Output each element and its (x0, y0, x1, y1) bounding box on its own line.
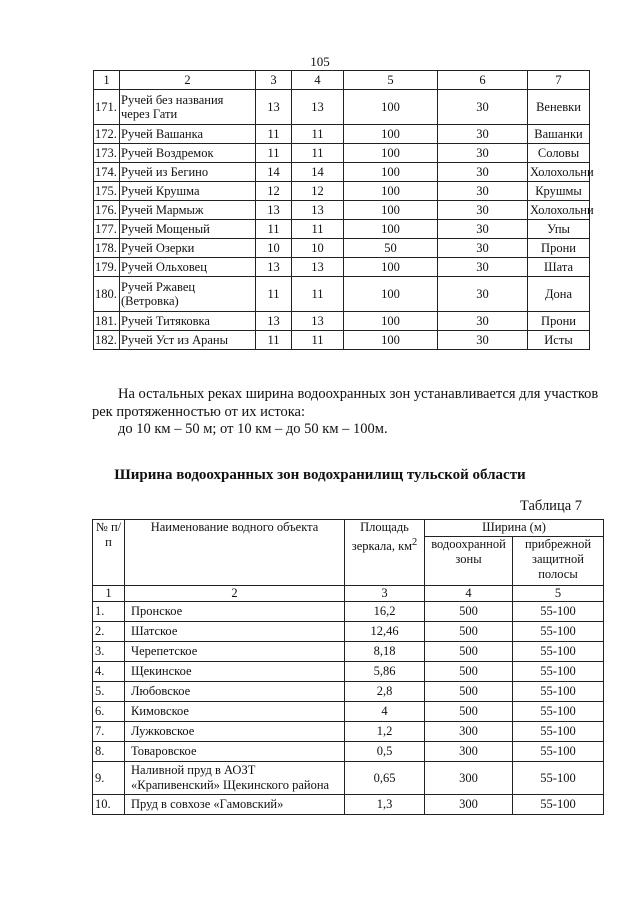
table-row (94, 182, 590, 201)
table-cell: 11 (292, 220, 344, 239)
table-cell: 30 (438, 220, 528, 239)
table-row (93, 662, 604, 682)
table-cell: 7. (93, 722, 125, 742)
table-cell: 30 (438, 144, 528, 163)
table-cell: Ручей без названия через Гати (120, 90, 256, 125)
table-cell: 12,46 (345, 622, 425, 642)
table-row (94, 312, 590, 331)
table-cell: 55-100 (513, 602, 604, 622)
table-row (94, 90, 590, 125)
table-cell: 100 (344, 220, 438, 239)
table-row (94, 258, 590, 277)
table-cell: 0,5 (345, 742, 425, 762)
table-cell: 2,8 (345, 682, 425, 702)
table-cell: 500 (425, 602, 513, 622)
table-cell: Соловы (528, 144, 590, 163)
table-cell: Прони (528, 312, 590, 331)
table-cell: 100 (344, 277, 438, 312)
table-row (93, 602, 604, 622)
table-cell: Ручей Мощеный (120, 220, 256, 239)
table-cell: 100 (344, 182, 438, 201)
table-cell: 100 (344, 90, 438, 125)
table-cell: Холохольни (528, 201, 590, 220)
table-cell: 176. (94, 201, 120, 220)
table-cell: 30 (438, 277, 528, 312)
table-cell: 100 (344, 163, 438, 182)
table-cell: 100 (344, 258, 438, 277)
table-cell: 30 (438, 201, 528, 220)
table-cell: 500 (425, 642, 513, 662)
table-cell: 11 (256, 144, 292, 163)
table-cell: 11 (292, 125, 344, 144)
table-cell: 30 (438, 239, 528, 258)
table-row (93, 622, 604, 642)
table-row (93, 795, 604, 815)
table-cell: Вашанки (528, 125, 590, 144)
table-cell: 16,2 (345, 602, 425, 622)
table-cell: Ручей Воздремок (120, 144, 256, 163)
table-cell: Наливной пруд в АОЗТ «Крапивенский» Щекинского района (125, 762, 345, 795)
col-number: 2 (125, 586, 345, 602)
table-cell: Ручей Уст из Араны (120, 331, 256, 350)
table-cell: 13 (292, 258, 344, 277)
table-row (94, 220, 590, 239)
table-cell: 30 (438, 258, 528, 277)
table-cell: 9. (93, 762, 125, 795)
table-cell: 500 (425, 662, 513, 682)
table-cell: 174. (94, 163, 120, 182)
table-row (94, 125, 590, 144)
table-cell: 11 (256, 220, 292, 239)
table-cell: 172. (94, 125, 120, 144)
table-cell: 10 (256, 239, 292, 258)
table-cell: 30 (438, 331, 528, 350)
table-cell: Щекинское (125, 662, 345, 682)
table-cell: 13 (256, 312, 292, 331)
table-cell: 14 (292, 163, 344, 182)
table-cell: Веневки (528, 90, 590, 125)
table-cell: 8,18 (345, 642, 425, 662)
table-cell: Ручей Ржавец (Ветровка) (120, 277, 256, 312)
table-cell: 11 (292, 277, 344, 312)
table-cell: 100 (344, 201, 438, 220)
col-header: 2 (120, 71, 256, 90)
table-cell: 0,65 (345, 762, 425, 795)
table-cell: 55-100 (513, 762, 604, 795)
table-cell: 30 (438, 182, 528, 201)
table-cell: 171. (94, 90, 120, 125)
page-number: 105 (310, 54, 330, 69)
table-row (94, 277, 590, 312)
header-name: Наименование водного объекта (125, 520, 345, 586)
table-cell: 30 (438, 125, 528, 144)
col-number: 1 (93, 586, 125, 602)
col-header: 7 (528, 71, 590, 90)
header-area-text: Площадь зеркала, км (351, 520, 413, 554)
col-header: 5 (344, 71, 438, 90)
table-cell: 55-100 (513, 702, 604, 722)
table-cell: 11 (256, 277, 292, 312)
table-cell: 180. (94, 277, 120, 312)
section-title: Ширина водоохранных зон водохранилищ тульской области (114, 467, 526, 483)
reservoirs-table (92, 519, 604, 815)
table-row (93, 762, 604, 795)
table-cell: 1. (93, 602, 125, 622)
table-cell: Дона (528, 277, 590, 312)
table-cell: 6. (93, 702, 125, 722)
table-cell: 10. (93, 795, 125, 815)
paragraph-distance-rule: до 10 км – 50 м; от 10 км – до 50 км – 100м. (118, 421, 388, 437)
table-cell: 11 (292, 144, 344, 163)
table-cell: 173. (94, 144, 120, 163)
table-cell: Пруд в совхозе «Гамовский» (125, 795, 345, 815)
table-cell: 30 (438, 90, 528, 125)
table-cell: 13 (292, 201, 344, 220)
table-caption: Таблица 7 (520, 498, 583, 514)
table-cell: Упы (528, 220, 590, 239)
table-cell: 13 (292, 90, 344, 125)
table-cell: Кимовское (125, 702, 345, 722)
table-cell: 12 (256, 182, 292, 201)
table-cell: Пронское (125, 602, 345, 622)
header-width: Ширина (м) (425, 520, 604, 537)
table-cell: 55-100 (513, 662, 604, 682)
table-cell: Ручей Озерки (120, 239, 256, 258)
table-row (94, 201, 590, 220)
col-header: 6 (438, 71, 528, 90)
table-row (94, 163, 590, 182)
header-area (345, 520, 425, 586)
col-number: 5 (513, 586, 604, 602)
col-header: 4 (292, 71, 344, 90)
table-row (93, 742, 604, 762)
table-cell: Ручей Ольховец (120, 258, 256, 277)
table-cell: Исты (528, 331, 590, 350)
header-coastal: прибрежной защитной полосы (513, 537, 604, 586)
table-cell: Ручей из Бегино (120, 163, 256, 182)
streams-table (93, 70, 594, 350)
table-cell: 13 (256, 201, 292, 220)
table-cell: 300 (425, 795, 513, 815)
table-cell: 300 (425, 742, 513, 762)
table-cell: Любовское (125, 682, 345, 702)
table-cell: 13 (256, 258, 292, 277)
paragraph-river-rule: На остальных реках ширина водоохранных зон устанавливается для участков рек протяженностью от их истока: (92, 386, 599, 420)
table-cell: Прони (528, 239, 590, 258)
table-cell: 55-100 (513, 742, 604, 762)
table-cell: 14 (256, 163, 292, 182)
table-cell: 100 (344, 125, 438, 144)
table-cell: Лужковское (125, 722, 345, 742)
table-cell: 5,86 (345, 662, 425, 682)
table-cell: 5. (93, 682, 125, 702)
col-header: 3 (256, 71, 292, 90)
table-cell: 4 (345, 702, 425, 722)
table-cell: 300 (425, 722, 513, 742)
header-num: № п/п (93, 520, 125, 586)
table-cell: 10 (292, 239, 344, 258)
table-row (94, 239, 590, 258)
table-cell: 100 (344, 331, 438, 350)
table-cell: Шата (528, 258, 590, 277)
reservoirs-header-row-1 (93, 520, 604, 537)
reservoirs-colnum-row (93, 586, 604, 602)
col-number: 4 (425, 586, 513, 602)
table-row (93, 642, 604, 662)
table-cell: Ручей Титяковка (120, 312, 256, 331)
table-cell: 30 (438, 163, 528, 182)
table-row (93, 682, 604, 702)
table-cell: 13 (256, 90, 292, 125)
table-cell: 2. (93, 622, 125, 642)
table-cell: 182. (94, 331, 120, 350)
header-area-sup: 2 (412, 537, 418, 548)
table-cell: 500 (425, 702, 513, 722)
table-cell: Шатское (125, 622, 345, 642)
table-cell: 8. (93, 742, 125, 762)
table-cell: 11 (256, 125, 292, 144)
table-cell: 55-100 (513, 682, 604, 702)
streams-table-header (94, 71, 590, 90)
table-cell: Черепетское (125, 642, 345, 662)
table-cell: 100 (344, 312, 438, 331)
table-cell: 1,3 (345, 795, 425, 815)
table-cell: 175. (94, 182, 120, 201)
table-cell: 55-100 (513, 622, 604, 642)
table-row (93, 702, 604, 722)
table-cell: 181. (94, 312, 120, 331)
table-cell: Товаровское (125, 742, 345, 762)
table-cell: 500 (425, 622, 513, 642)
table-cell: 30 (438, 312, 528, 331)
table-cell: Ручей Мармыж (120, 201, 256, 220)
col-header: 1 (94, 71, 120, 90)
table-cell: 55-100 (513, 642, 604, 662)
table-cell: 55-100 (513, 722, 604, 742)
table-cell: 179. (94, 258, 120, 277)
table-cell: Ручей Крушма (120, 182, 256, 201)
table-cell: 13 (292, 312, 344, 331)
table-cell: 11 (256, 331, 292, 350)
table-cell: 55-100 (513, 795, 604, 815)
table-cell: 300 (425, 762, 513, 795)
table-cell: 11 (292, 331, 344, 350)
table-row (94, 144, 590, 163)
table-cell: 1,2 (345, 722, 425, 742)
table-cell: 100 (344, 144, 438, 163)
table-cell: Ручей Вашанка (120, 125, 256, 144)
table-row (94, 331, 590, 350)
table-cell: Холохольни (528, 163, 590, 182)
table-cell: 177. (94, 220, 120, 239)
table-cell: 4. (93, 662, 125, 682)
table-cell: 178. (94, 239, 120, 258)
table-cell: 3. (93, 642, 125, 662)
header-water-zone: водоохранной зоны (425, 537, 513, 586)
table-cell: 12 (292, 182, 344, 201)
col-number: 3 (345, 586, 425, 602)
table-cell: Крушмы (528, 182, 590, 201)
table-cell: 500 (425, 682, 513, 702)
table-cell: 50 (344, 239, 438, 258)
table-row (93, 722, 604, 742)
